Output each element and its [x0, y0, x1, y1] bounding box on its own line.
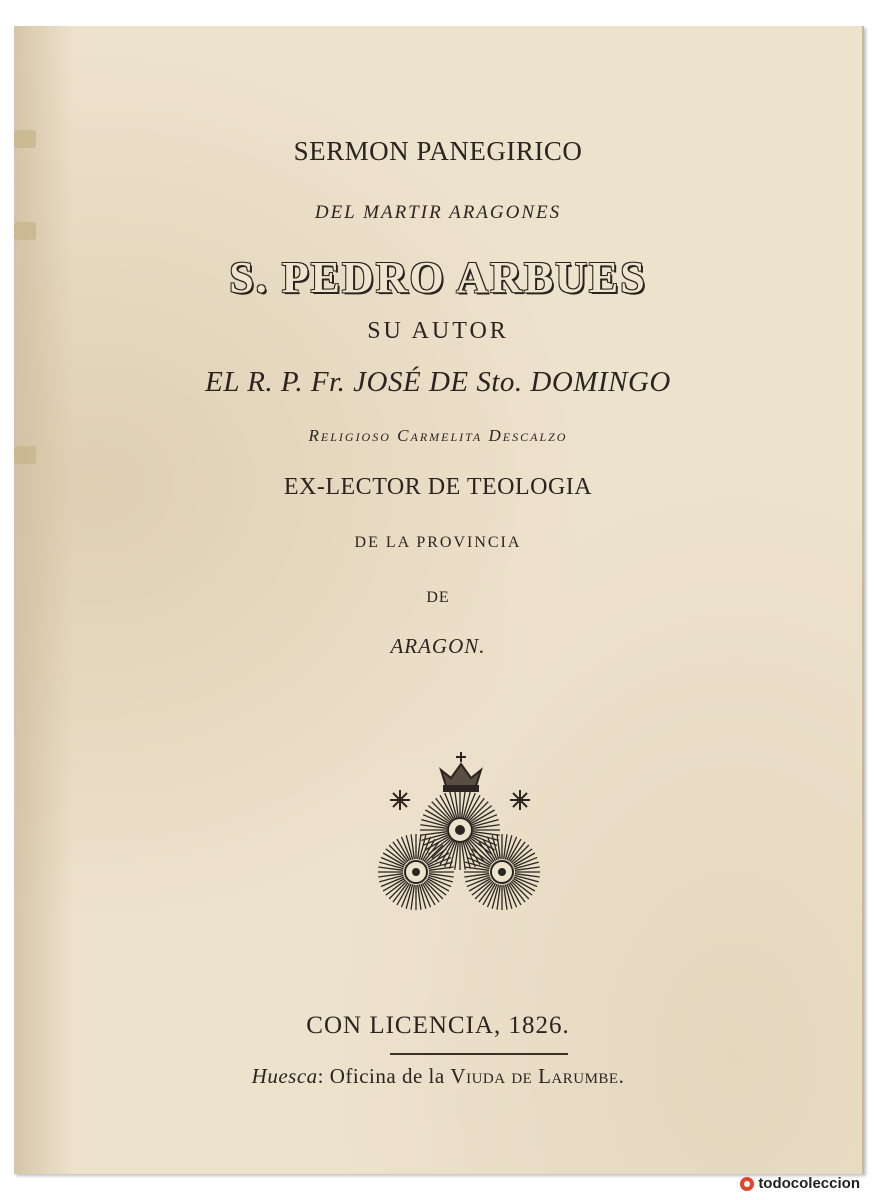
- author-label: SU AUTOR: [367, 318, 509, 344]
- crown-sunburst-ornament: [376, 748, 546, 918]
- author-order: Religioso Carmelita Descalzo: [308, 426, 568, 445]
- province-name: ARAGON.: [390, 634, 486, 658]
- watermark-text: todocoleccion: [758, 1174, 860, 1192]
- license-line: CON LICENCIA, 1826.: [306, 1012, 570, 1039]
- star-icon: [390, 790, 410, 810]
- imprint-text: : Oficina de la: [317, 1064, 451, 1088]
- imprint-line: [14, 1064, 862, 1089]
- star-icon: [510, 790, 530, 810]
- divider-rule: [390, 1053, 568, 1055]
- watermark: [739, 1175, 860, 1192]
- subtitle-martyr: DEL MARTIR ARAGONES: [314, 202, 562, 223]
- sunburst-icon: [378, 790, 540, 910]
- binding-thread: [14, 222, 36, 240]
- binding-thread: [14, 446, 36, 464]
- author-title: EX-LECTOR DE TEOLOGIA: [283, 474, 593, 500]
- imprint-city: Huesca: [251, 1064, 318, 1088]
- province-de: DE: [426, 589, 450, 606]
- crown-icon: [441, 752, 481, 791]
- sermon-title: SERMON PANEGIRICO: [293, 136, 583, 166]
- province-line: DE LA PROVINCIA: [354, 534, 522, 551]
- author-name: EL R. P. Fr. JOSÉ DE Sto. DOMINGO: [205, 366, 671, 398]
- imprint-publisher: Viuda de Larumbe.: [450, 1064, 625, 1088]
- watermark-logo-icon: [739, 1176, 755, 1192]
- saint-name: S. PEDRO ARBUES: [229, 253, 647, 302]
